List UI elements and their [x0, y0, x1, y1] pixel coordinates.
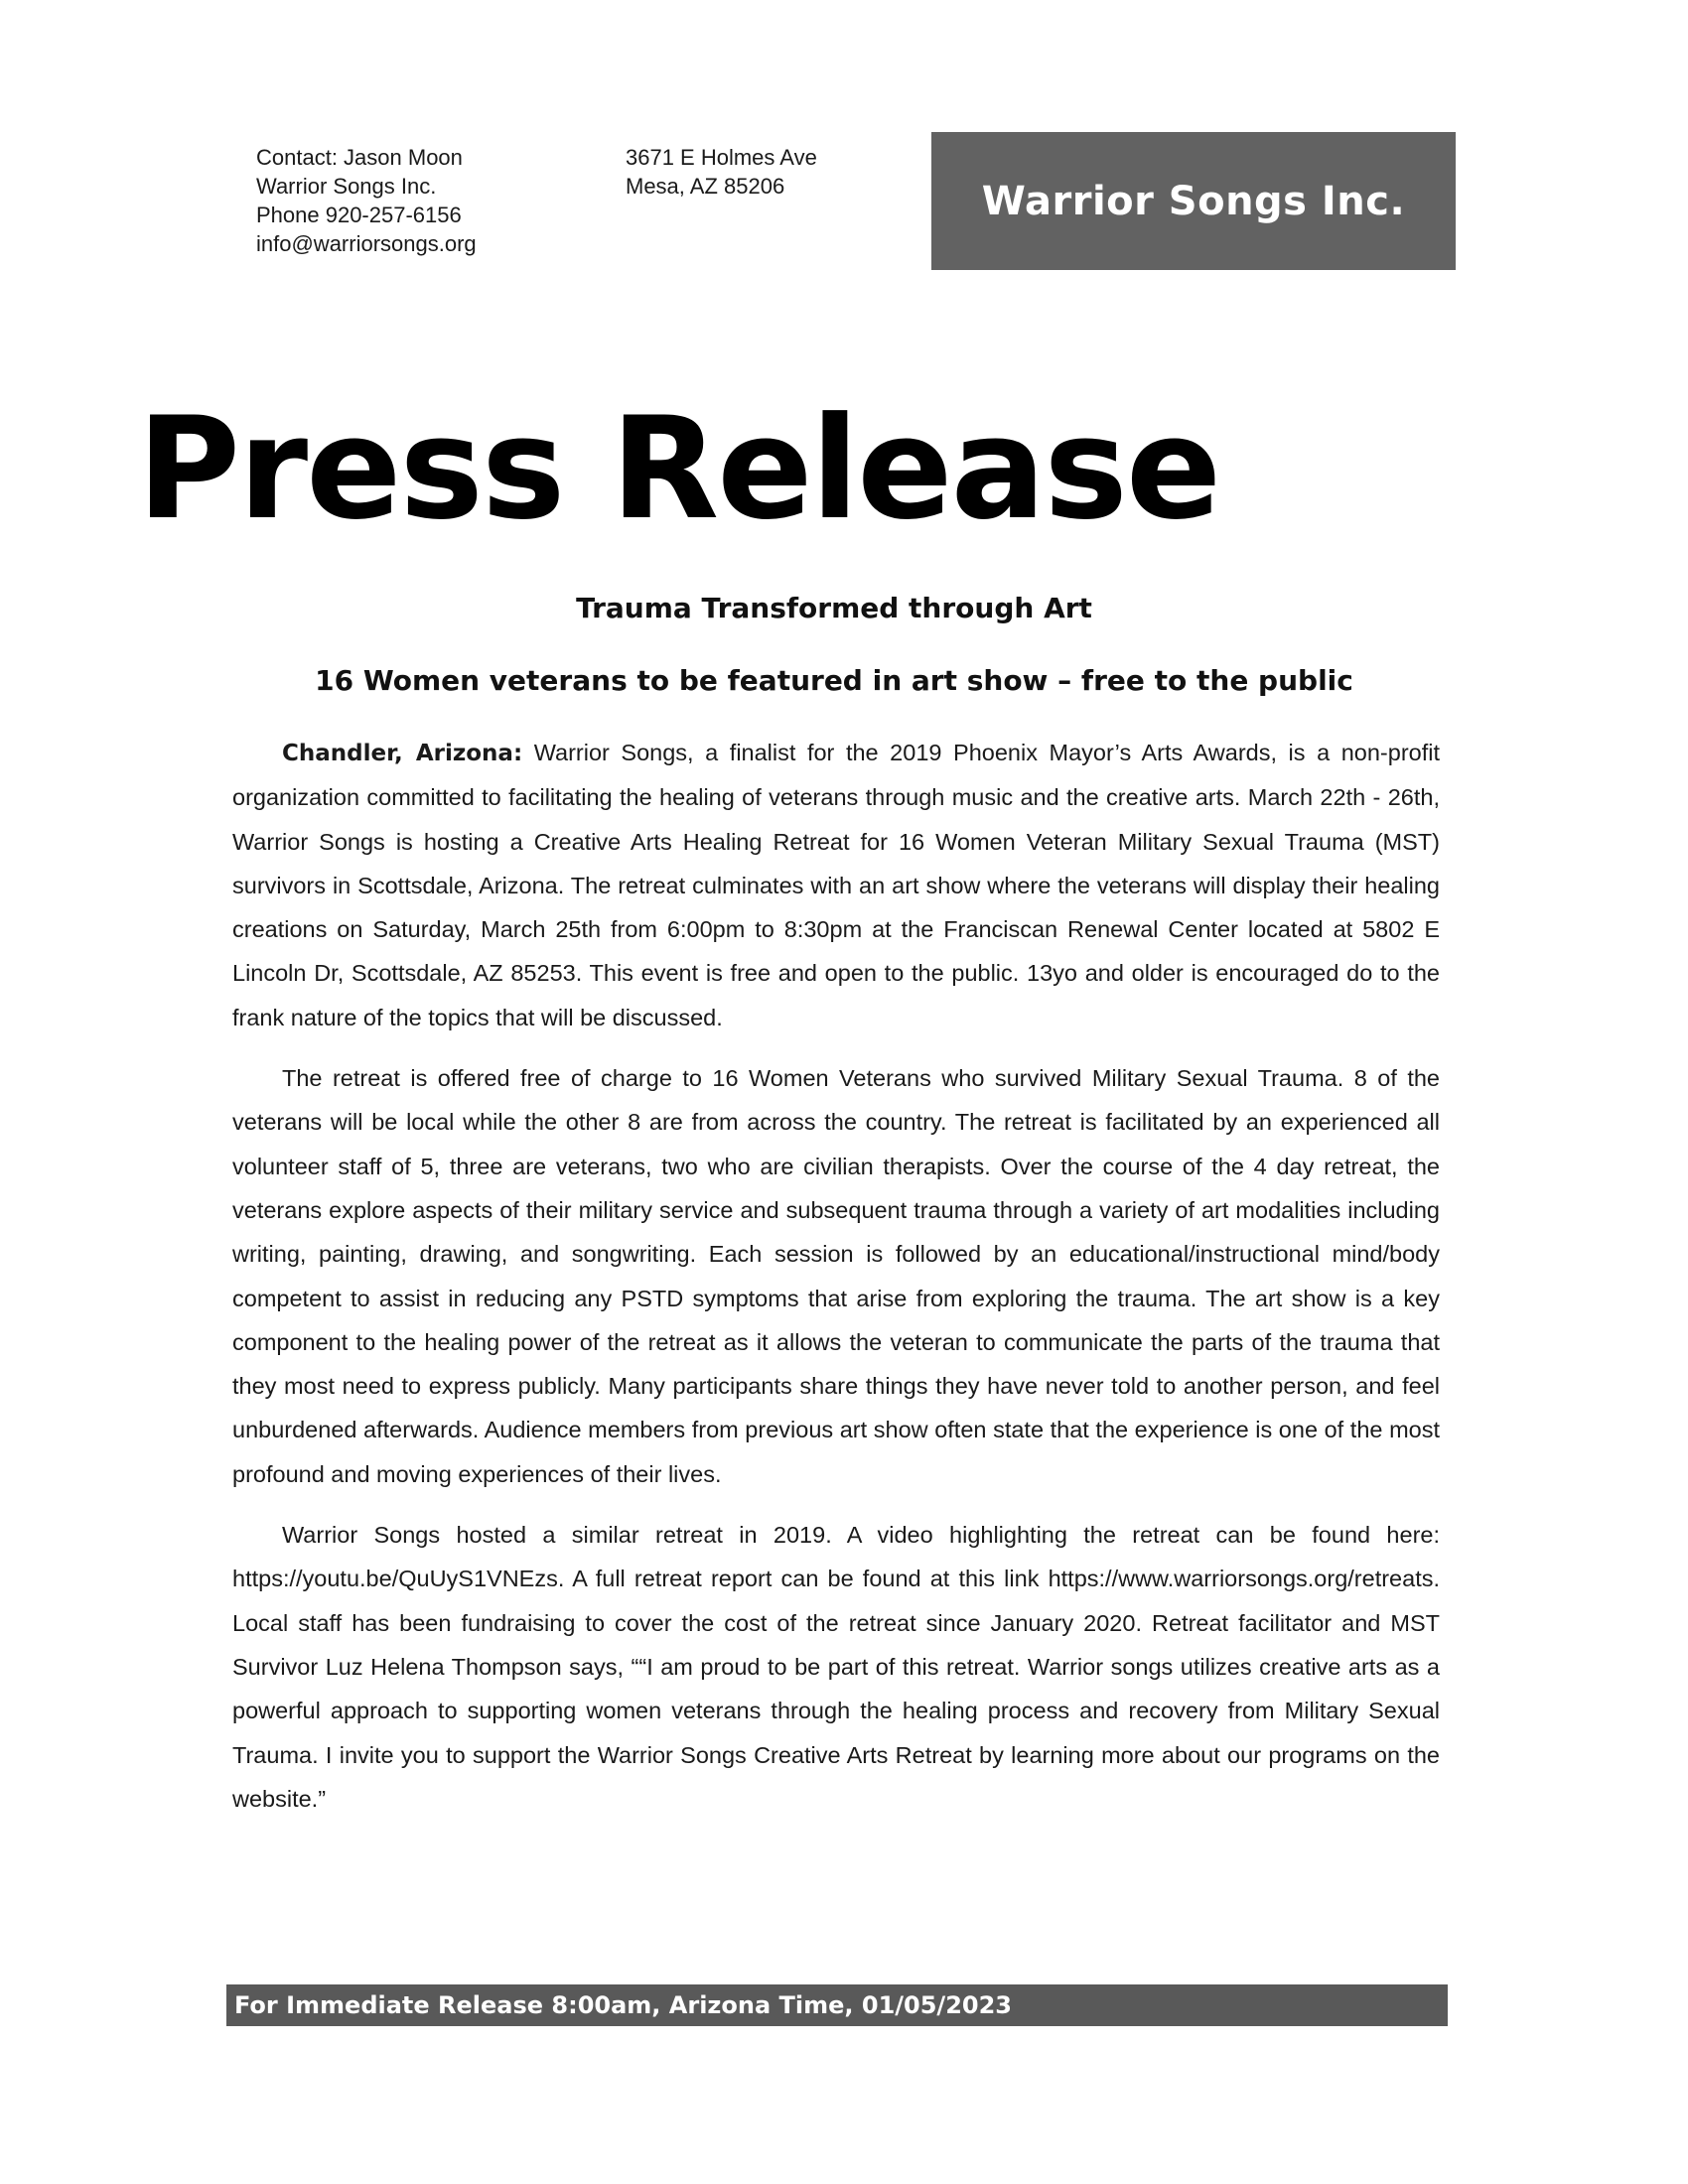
- org-banner-name: Warrior Songs Inc.: [981, 178, 1406, 224]
- press-release-body: [232, 731, 1440, 1838]
- contact-block: [256, 143, 477, 258]
- main-headline: Trauma Transformed through Art: [576, 592, 1092, 624]
- contact-phone: Phone 920-257-6156: [256, 203, 462, 227]
- dateline: Chandler, Arizona:: [282, 741, 523, 766]
- address-city: Mesa, AZ 85206: [626, 174, 785, 199]
- sub-headline: 16 Women veterans to be featured in art show – free to the public: [315, 664, 1353, 697]
- contact-name: Contact: Jason Moon: [256, 145, 463, 170]
- contact-org: Warrior Songs Inc.: [256, 174, 437, 199]
- address-block: [626, 143, 817, 201]
- paragraph-1-text: Warrior Songs, a finalist for the 2019 Phoenix Mayor’s Arts Awards, is a non-profit organization committed to facilitating the healing of veterans through music and the creative arts. March 22th - 26th, Warrior Songs is hosting a Creative Arts Healing Retreat for 16 Women Veteran Military Sexual Trauma (MST) survivors in Scottsdale, Arizona. The retreat culminates with an art show where the veterans will display their healing creations on Saturday, March 25th from 6:00pm to 8:30pm at the Franciscan Renewal Center located at 5802 E Lincoln Dr, Scottsdale, AZ 85253. This event is free and open to the public. 13yo and older is encouraged do to the frank nature of the topics that will be discussed.: [232, 740, 1441, 1030]
- org-banner: [931, 132, 1456, 270]
- page-title: Press Release: [137, 387, 1220, 551]
- address-street: 3671 E Holmes Ave: [626, 145, 817, 170]
- contact-email: info@warriorsongs.org: [256, 231, 477, 256]
- body-paragraph-3: Warrior Songs hosted a similar retreat in 2019. A video highlighting the retreat can be found here: https://youtu.be/QuUyS1VNEzs. A full retreat report can be found at this link https://www.warriorsongs.org/retreats. Local staff has been fundraising to cover the cost of the retreat since January 2020. Retreat facilitator and MST Survivor Luz Helena Thompson says, ““I am proud to be part of this retreat. Warrior songs utilizes creative arts as a powerful approach to supporting women veterans through the healing process and recovery from Military Sexual Trauma. I invite you to support the Warrior Songs Creative Arts Retreat by learning more about our programs on the website.”: [232, 1522, 1440, 1812]
- body-paragraph-2: The retreat is offered free of charge to 16 Women Veterans who survived Military Sexual Trauma. 8 of the veterans will be local while the other 8 are from across the country. The retreat is facilitated by an experienced all volunteer staff of 5, three are veterans, two who are civilian therapists. Over the course of the 4 day retreat, the veterans explore aspects of their military service and subsequent trauma through a variety of art modalities including writing, painting, drawing, and songwriting. Each session is followed by an educational/instructional mind/body competent to assist in reducing any PSTD symptoms that arise from exploring the trauma. The art show is a key component to the healing power of the retreat as it allows the veteran to communicate the parts of the trauma that they most need to express publicly. Many participants share things they have never told to another person, and feel unburdened afterwards. Audience members from previous art show often state that the experience is one of the most profound and moving experiences of their lives.: [232, 1065, 1440, 1487]
- body-paragraph-1: [232, 731, 1440, 1039]
- footer-release-note: For Immediate Release 8:00am, Arizona Time, 01/05/2023: [234, 1991, 1012, 2019]
- footer-release-bar: [226, 1984, 1448, 2026]
